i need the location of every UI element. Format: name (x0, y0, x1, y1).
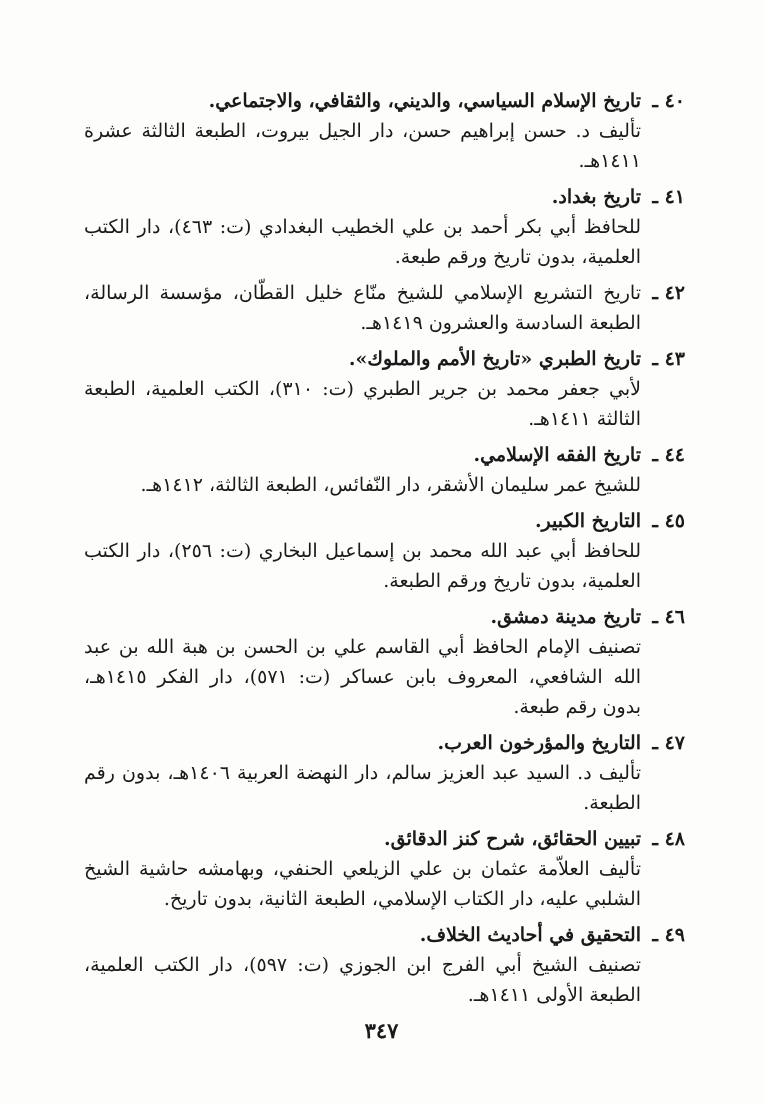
bibliography-entry-48 (84, 824, 685, 914)
page-number: ٣٤٧ (364, 1018, 399, 1043)
entry-detail: تأليف د. حسن إبراهيم حسن، دار الجيل بيروت، الطبعة الثالثة عشرة ١٤١١هـ. (84, 120, 641, 172)
entry-detail: تصنيف الشيخ أبي الفرج ابن الجوزي (ت: ٥٩٧)، دار الكتب العلمية، الطبعة الأولى ١٤١١هـ. (84, 954, 642, 1006)
bibliography-page (84, 86, 685, 1016)
entry-number: ٤٦ ـ (652, 606, 685, 628)
entry-title: التاريخ والمؤرخون العرب. (437, 732, 641, 754)
entry-number: ٤١ ـ (652, 186, 685, 208)
entry-detail: لأبي جعفر محمد بن جرير الطبري (ت: ٣١٠)، الكتب العلمية، الطبعة الثالثة ١٤١١هـ. (84, 378, 641, 430)
entry-detail: للحافظ أبي بكر أحمد بن علي الخطيب البغدادي (ت: ٤٦٣)، دار الكتب العلمية، بدون تاريخ ورقم طبعة. (84, 216, 641, 268)
entry-detail: للشيخ عمر سليمان الأشقر، دار النّفائس، الطبعة الثالثة، ١٤١٢هـ. (140, 474, 641, 496)
bibliography-entry-47 (84, 728, 685, 818)
entry-number: ٤٩ ـ (652, 924, 685, 946)
entry-title: التاريخ الكبير. (534, 510, 641, 532)
entry-detail: تصنيف الإمام الحافظ أبي القاسم علي بن الحسن بن هبة الله بن عبد الله الشافعي، المعروف بابن عساكر (ت: ٥٧١)، دار الفكر ١٤١٥هـ، بدون رقم طبعة. (84, 636, 641, 718)
entry-number: ٤٠ ـ (652, 90, 685, 112)
entry-detail: تأليف العلاّمة عثمان بن علي الزيلعي الحنفي، وبهامشه حاشية الشيخ الشلبي عليه، دار الكتاب الإسلامي، الطبعة الثانية، بدون تاريخ. (84, 858, 641, 910)
entry-title: التحقيق في أحاديث الخلاف. (419, 924, 641, 946)
entry-number: ٤٤ ـ (652, 444, 685, 466)
bibliography-entry-41 (84, 182, 685, 272)
entry-number: ٤٧ ـ (652, 732, 685, 754)
entry-detail: للحافظ أبي عبد الله محمد بن إسماعيل البخاري (ت: ٢٥٦)، دار الكتب العلمية، بدون تاريخ ورقم الطبعة. (84, 540, 641, 592)
bibliography-entry-45 (84, 506, 685, 596)
entry-detail: تاريخ التشريع الإسلامي للشيخ منّاع خليل القطّان، مؤسسة الرسالة، الطبعة السادسة والعشرون ١٤١٩هـ. (84, 282, 641, 334)
entry-title: تاريخ مدينة دمشق. (490, 606, 641, 628)
entry-title: تاريخ الإسلام السياسي، والديني، والثقافي، والاجتماعي. (208, 90, 641, 112)
entry-title: تاريخ الفقه الإسلامي. (473, 444, 641, 466)
entry-title: تاريخ الطبري «تاريخ الأمم والملوك». (348, 348, 641, 370)
entry-detail: تأليف د. السيد عبد العزيز سالم، دار النهضة العربية ١٤٠٦هـ، بدون رقم الطبعة. (84, 762, 641, 814)
bibliography-entry-43 (84, 344, 685, 434)
bibliography-entry-44 (84, 440, 685, 500)
bibliography-entry-42 (84, 278, 685, 338)
entry-number: ٤٨ ـ (652, 828, 685, 850)
bibliography-entry-49 (84, 920, 685, 1010)
entry-number: ٤٣ ـ (652, 348, 685, 370)
entry-number: ٤٥ ـ (652, 510, 685, 532)
bibliography-entry-46 (84, 602, 685, 722)
entry-number: ٤٢ ـ (652, 282, 685, 304)
entry-title: تبيين الحقائق، شرح كنز الدقائق. (383, 828, 641, 850)
bibliography-entry-40 (84, 86, 685, 176)
entry-title: تاريخ بغداد. (551, 186, 641, 208)
